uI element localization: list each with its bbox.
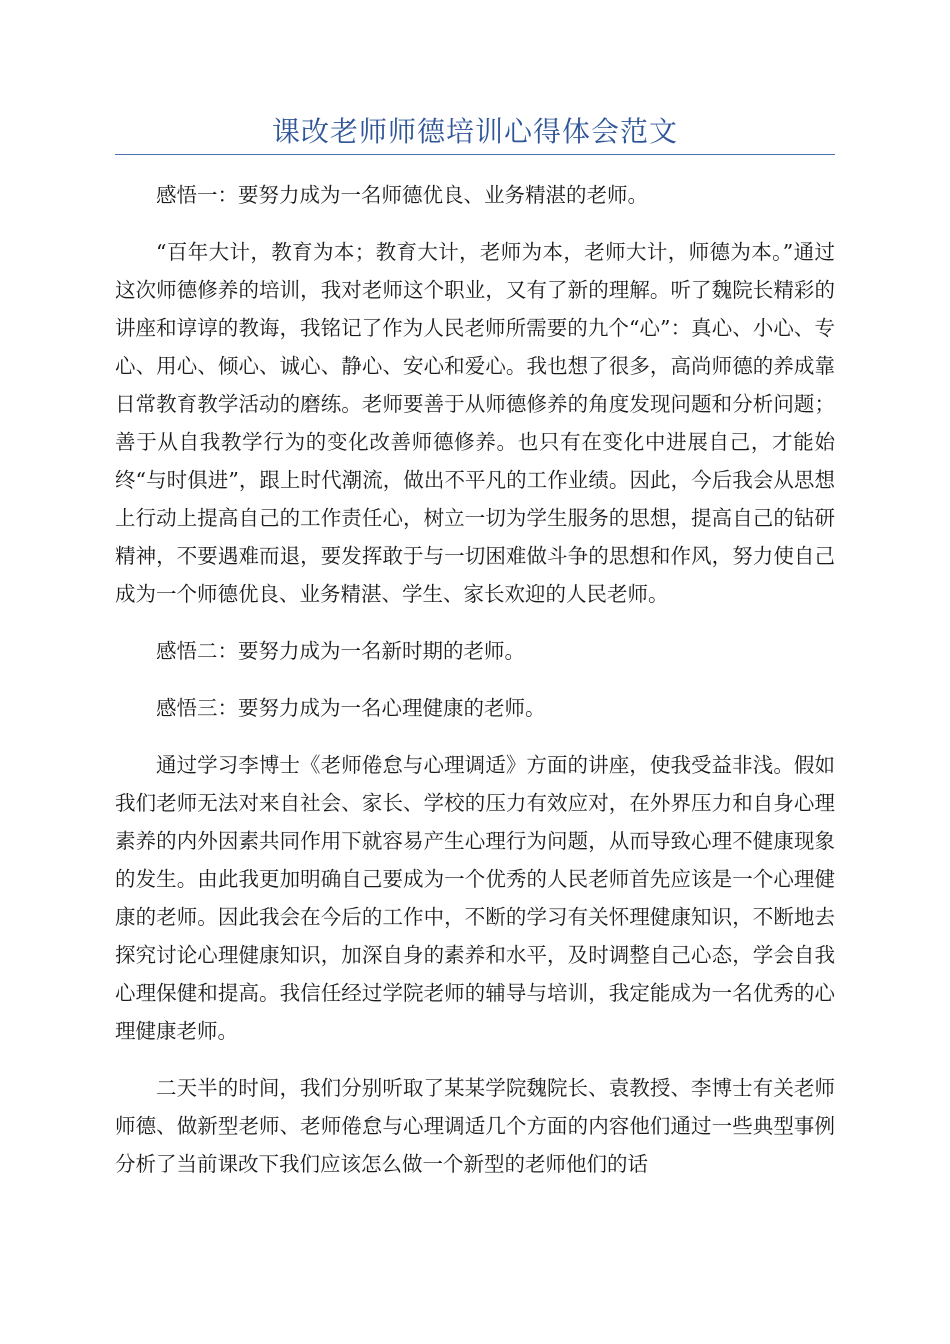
paragraph-insight-1: 感悟一：要努力成为一名师德优良、业务精湛的老师。 [156,183,648,207]
paragraph-mental-health: 通过学习李博士《老师倦怠与心理调适》方面的讲座，使我受益非浅。假如我们老师无法对来自社会、家长、学校的压力有效应对，在外界压力和自身心理素养的内外因素共同作用下就容易产生心理行为问题，从而导致心理不健康现象的发生。由此我更加明确自己要成为一个优秀的人民老师首先应该是一个心理健康的老师。因此我会在今后的工作中，不断的学习有关怀理健康知识，不断地去探究讨论心理健康知识，加深自身的素养和水平，及时调整自己心态，学会自我心理保健和提高。我信任经过学院老师的辅导与培训，我定能成为一名优秀的心理健康老师。 [115,753,835,1043]
document-body [115,176,835,1202]
paragraph-training-summary: 二天半的时间，我们分别听取了某某学院魏院长、袁教授、李博士有关老师师德、做新型老师、老师倦怠与心理调适几个方面的内容他们通过一些典型事例分析了当前课改下我们应该怎么做一个新型的老师他们的话 [115,1076,835,1176]
paragraph-insight-3: 感悟三：要努力成为一名心理健康的老师。 [156,696,546,720]
title-underline [115,154,835,155]
paragraph-insight-2: 感悟二：要努力成为一名新时期的老师。 [156,639,525,663]
document-title: 课改老师师德培训心得体会范文 [271,115,678,148]
paragraph-teacher-ethics: “百年大计，教育为本；教育大计，老师为本，老师大计，师德为本。”通过这次师德修养的培训，我对老师这个职业，又有了新的理解。听了魏院长精彩的讲座和谆谆的教诲，我铭记了作为人民老师所需要的九个“心”：真心、小心、专心、用心、倾心、诚心、静心、安心和爱心。我也想了很多，高尚师德的养成靠日常教育教学活动的磨练。老师要善于从师德修养的角度发现问题和分析问题；善于从自我教学行为的变化改善师德修养。也只有在变化中进展自己，才能始终“与时俱进”，跟上时代潮流，做出不平凡的工作业绩。因此，今后我会从思想上行动上提高自己的工作责任心，树立一切为学生服务的思想，提高自己的钻研精神，不要遇难而退，要发挥敢于与一切困难做斗争的思想和作风，努力使自己成为一个师德优良、业务精湛、学生、家长欢迎的人民老师。 [115,240,835,606]
